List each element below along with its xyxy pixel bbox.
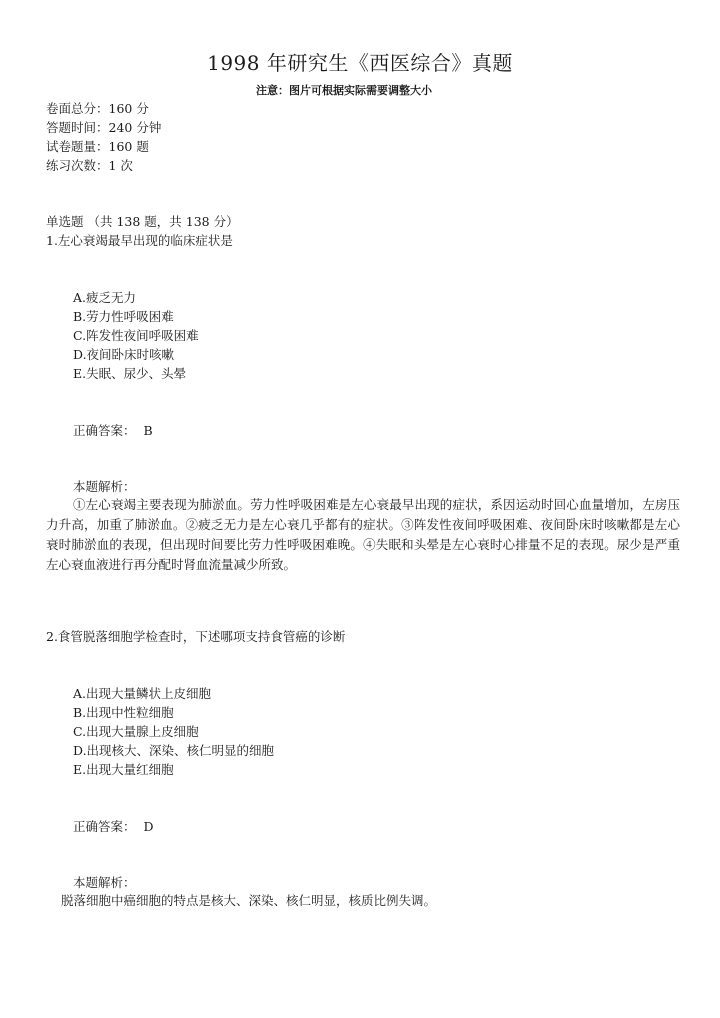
meta-count: 试卷题量：160 题 bbox=[46, 139, 149, 154]
question-2-answer: 正确答案： D bbox=[73, 819, 154, 834]
question-2-option-d: D.出现核大、深染、核仁明显的细胞 bbox=[73, 743, 275, 758]
section-heading: 单选题 （共 138 题，共 138 分） bbox=[46, 214, 239, 229]
question-2-stem: 2.食管脱落细胞学检查时，下述哪项支持食管癌的诊断 bbox=[46, 629, 346, 644]
question-1-option-a: A.疲乏无力 bbox=[73, 290, 137, 305]
meta-practice: 练习次数：1 次 bbox=[46, 158, 133, 173]
question-1-analysis-title: 本题解析： bbox=[73, 479, 136, 494]
question-2-option-e: E.出现大量红细胞 bbox=[73, 762, 174, 777]
page-title: 1998 年研究生《西医综合》真题 bbox=[207, 51, 513, 75]
meta-time: 答题时间：240 分钟 bbox=[46, 120, 162, 135]
question-2-analysis-title: 本题解析： bbox=[73, 875, 136, 890]
question-1-answer: 正确答案： B bbox=[73, 423, 153, 438]
meta-total-score: 卷面总分：160 分 bbox=[46, 101, 149, 116]
question-2-option-b: B.出现中性粒细胞 bbox=[73, 705, 174, 720]
note-text: 注意：图片可根据实际需要调整大小 bbox=[256, 84, 432, 97]
question-1-option-d: D.夜间卧床时咳嗽 bbox=[73, 347, 175, 362]
question-1-option-b: B.劳力性呼吸困难 bbox=[73, 309, 174, 324]
question-2-option-c: C.出现大量腺上皮细胞 bbox=[73, 724, 199, 739]
question-1-analysis: ①左心衰竭主要表现为肺淤血。劳力性呼吸困难是左心衰最早出现的症状，系因运动时回心血量增加，左房压力升高，加重了肺淤血。②疲乏无力是左心衰几乎都有的症状。③阵发性夜间呼吸困难、夜间卧床时咳嗽都是左心衰时肺淤血的表现，但出现时间要比劳力性呼吸困难晚。④失眠和头晕是左心衰时心排量不足的表现。尿少是严重左心衰血液进行再分配时肾血流量减少所致。 bbox=[46, 497, 680, 572]
question-2-option-a: A.出现大量鳞状上皮细胞 bbox=[73, 686, 212, 701]
question-2-analysis: 脱落细胞中癌细胞的特点是核大、深染、核仁明显，核质比例失调。 bbox=[61, 893, 437, 908]
question-1-option-e: E.失眠、尿少、头晕 bbox=[73, 366, 187, 381]
question-1-option-c: C.阵发性夜间呼吸困难 bbox=[73, 328, 199, 343]
question-1-stem: 1.左心衰竭最早出现的临床症状是 bbox=[46, 233, 233, 248]
